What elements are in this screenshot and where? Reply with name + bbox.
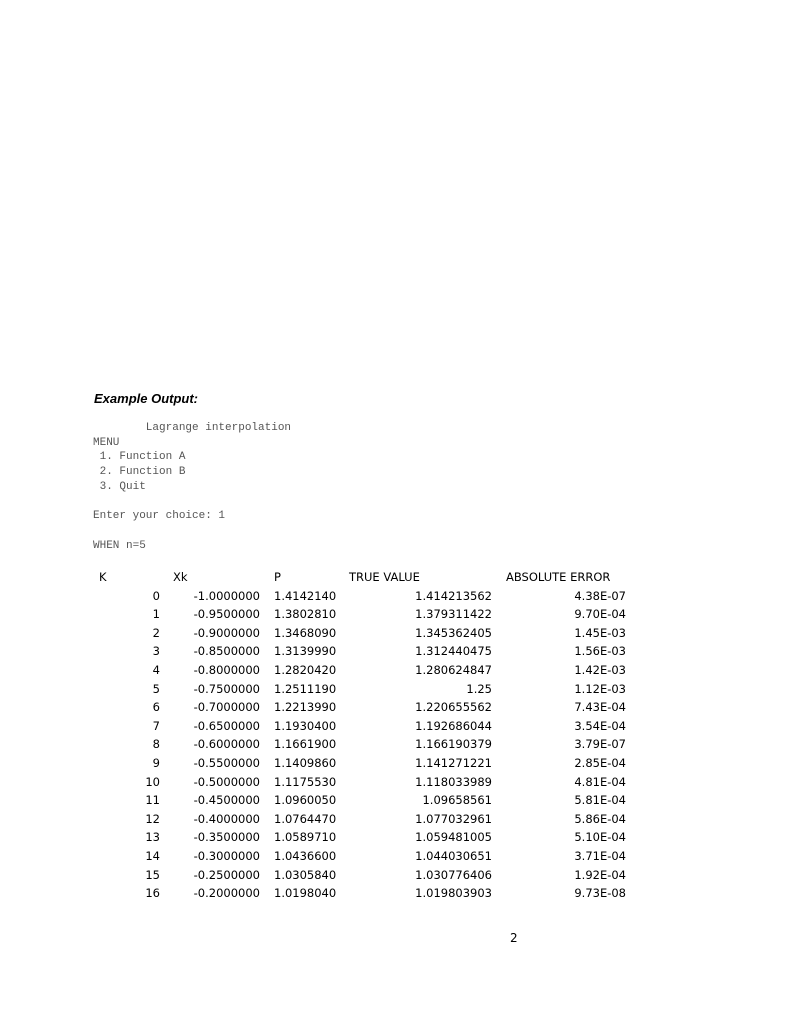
cell-xk: -0.8000000: [193, 662, 260, 677]
console-line: MENU: [93, 436, 120, 449]
table-row: [0, 587, 791, 606]
cell-xk: -0.2000000: [193, 886, 260, 901]
console-line: [93, 494, 291, 509]
cell-k: 1: [152, 607, 160, 622]
cell-k: 10: [145, 774, 160, 789]
cell-xk: -0.7000000: [193, 700, 260, 715]
cell-p: 1.0305840: [274, 867, 337, 882]
cell-p: 1.3139990: [274, 644, 337, 659]
table-row: [0, 605, 791, 624]
cell-absolute-error: 4.81E-04: [574, 774, 626, 789]
cell-p: 1.4142140: [274, 588, 337, 603]
cell-true-value: 1.166190379: [415, 737, 492, 752]
cell-xk: -0.2500000: [193, 867, 260, 882]
cell-true-value: 1.192686044: [415, 718, 492, 733]
table-row: [0, 754, 791, 773]
cell-k: 15: [145, 867, 160, 882]
cell-xk: -0.6000000: [193, 737, 260, 752]
cell-absolute-error: 9.73E-08: [574, 886, 626, 901]
cell-xk: -0.5000000: [193, 774, 260, 789]
console-line: [93, 524, 291, 539]
header-xk: Xk: [173, 570, 188, 584]
header-absolute-error: ABSOLUTE ERROR: [506, 570, 611, 584]
cell-absolute-error: 1.45E-03: [574, 625, 626, 640]
cell-true-value: 1.059481005: [415, 830, 492, 845]
table-row: [0, 884, 791, 903]
table-row: [0, 698, 791, 717]
cell-true-value: 1.030776406: [415, 867, 492, 882]
table-row: [0, 661, 791, 680]
cell-absolute-error: 4.38E-07: [574, 588, 626, 603]
console-output: [93, 421, 291, 553]
cell-p: 1.1930400: [274, 718, 337, 733]
cell-xk: -0.3000000: [193, 848, 260, 863]
cell-absolute-error: 1.12E-03: [574, 681, 626, 696]
cell-p: 1.0960050: [274, 793, 337, 808]
cell-absolute-error: 3.71E-04: [574, 848, 626, 863]
cell-xk: -0.9000000: [193, 625, 260, 640]
cell-k: 4: [152, 662, 160, 677]
console-line: 1. Function A: [93, 451, 186, 464]
cell-true-value: 1.280624847: [415, 662, 492, 677]
header-k: K: [99, 570, 107, 584]
table-row: [0, 735, 791, 754]
cell-true-value: 1.379311422: [415, 607, 492, 622]
cell-true-value: 1.077032961: [415, 811, 492, 826]
table-row: [0, 717, 791, 736]
cell-k: 3: [152, 644, 160, 659]
table-row: [0, 624, 791, 643]
cell-k: 16: [145, 886, 160, 901]
cell-absolute-error: 2.85E-04: [574, 755, 626, 770]
cell-xk: -0.9500000: [193, 607, 260, 622]
cell-p: 1.1409860: [274, 755, 337, 770]
results-table: [0, 568, 791, 903]
cell-absolute-error: 1.56E-03: [574, 644, 626, 659]
cell-k: 2: [152, 625, 160, 640]
console-line: 3. Quit: [93, 480, 146, 493]
cell-p: 1.1175530: [274, 774, 337, 789]
cell-k: 11: [145, 793, 160, 808]
cell-absolute-error: 9.70E-04: [574, 607, 626, 622]
header-true-value: TRUE VALUE: [349, 570, 420, 584]
table-row: [0, 773, 791, 792]
cell-p: 1.2820420: [274, 662, 337, 677]
table-row: [0, 642, 791, 661]
cell-true-value: 1.118033989: [415, 774, 492, 789]
cell-absolute-error: 5.10E-04: [574, 830, 626, 845]
console-line: WHEN n=5: [93, 539, 146, 552]
cell-absolute-error: 7.43E-04: [574, 700, 626, 715]
table-row: [0, 847, 791, 866]
cell-k: 13: [145, 830, 160, 845]
cell-xk: -0.4500000: [193, 793, 260, 808]
cell-true-value: 1.345362405: [415, 625, 492, 640]
cell-xk: -1.0000000: [193, 588, 260, 603]
table-row: [0, 866, 791, 885]
table-row: [0, 791, 791, 810]
cell-k: 7: [152, 718, 160, 733]
console-line: Lagrange interpolation: [93, 422, 292, 434]
cell-k: 6: [152, 700, 160, 715]
cell-xk: -0.8500000: [193, 644, 260, 659]
cell-true-value: 1.044030651: [415, 848, 492, 863]
cell-absolute-error: 3.54E-04: [574, 718, 626, 733]
cell-k: 0: [152, 588, 160, 603]
cell-k: 14: [145, 848, 160, 863]
console-line: 2. Function B: [93, 466, 186, 479]
cell-xk: -0.4000000: [193, 811, 260, 826]
cell-true-value: 1.09658561: [422, 793, 492, 808]
example-output-heading: Example Output:: [94, 391, 199, 406]
cell-xk: -0.5500000: [193, 755, 260, 770]
console-line: Enter your choice: 1: [93, 510, 226, 523]
cell-xk: -0.3500000: [193, 830, 260, 845]
cell-k: 12: [145, 811, 160, 826]
cell-k: 5: [152, 681, 160, 696]
cell-p: 1.1661900: [274, 737, 337, 752]
cell-absolute-error: 3.79E-07: [574, 737, 626, 752]
cell-p: 1.2511190: [274, 681, 337, 696]
table-row: [0, 828, 791, 847]
cell-xk: -0.7500000: [193, 681, 260, 696]
cell-p: 1.2213990: [274, 700, 337, 715]
cell-p: 1.0764470: [274, 811, 337, 826]
cell-true-value: 1.414213562: [415, 588, 492, 603]
table-header-row: [0, 568, 791, 587]
cell-p: 1.0436600: [274, 848, 337, 863]
table-row: [0, 810, 791, 829]
cell-absolute-error: 1.42E-03: [574, 662, 626, 677]
cell-p: 1.3468090: [274, 625, 337, 640]
table-row: [0, 680, 791, 699]
cell-true-value: 1.220655562: [415, 700, 492, 715]
cell-true-value: 1.019803903: [415, 886, 492, 901]
cell-true-value: 1.25: [466, 681, 492, 696]
cell-k: 8: [152, 737, 160, 752]
page-number: 2: [510, 931, 518, 945]
cell-absolute-error: 5.81E-04: [574, 793, 626, 808]
header-p: P: [274, 570, 281, 584]
table-body: [0, 587, 791, 903]
cell-true-value: 1.141271221: [415, 755, 492, 770]
cell-p: 1.0589710: [274, 830, 337, 845]
cell-true-value: 1.312440475: [415, 644, 492, 659]
cell-k: 9: [152, 755, 160, 770]
cell-absolute-error: 5.86E-04: [574, 811, 626, 826]
cell-p: 1.3802810: [274, 607, 337, 622]
cell-p: 1.0198040: [274, 886, 337, 901]
cell-xk: -0.6500000: [193, 718, 260, 733]
cell-absolute-error: 1.92E-04: [574, 867, 626, 882]
